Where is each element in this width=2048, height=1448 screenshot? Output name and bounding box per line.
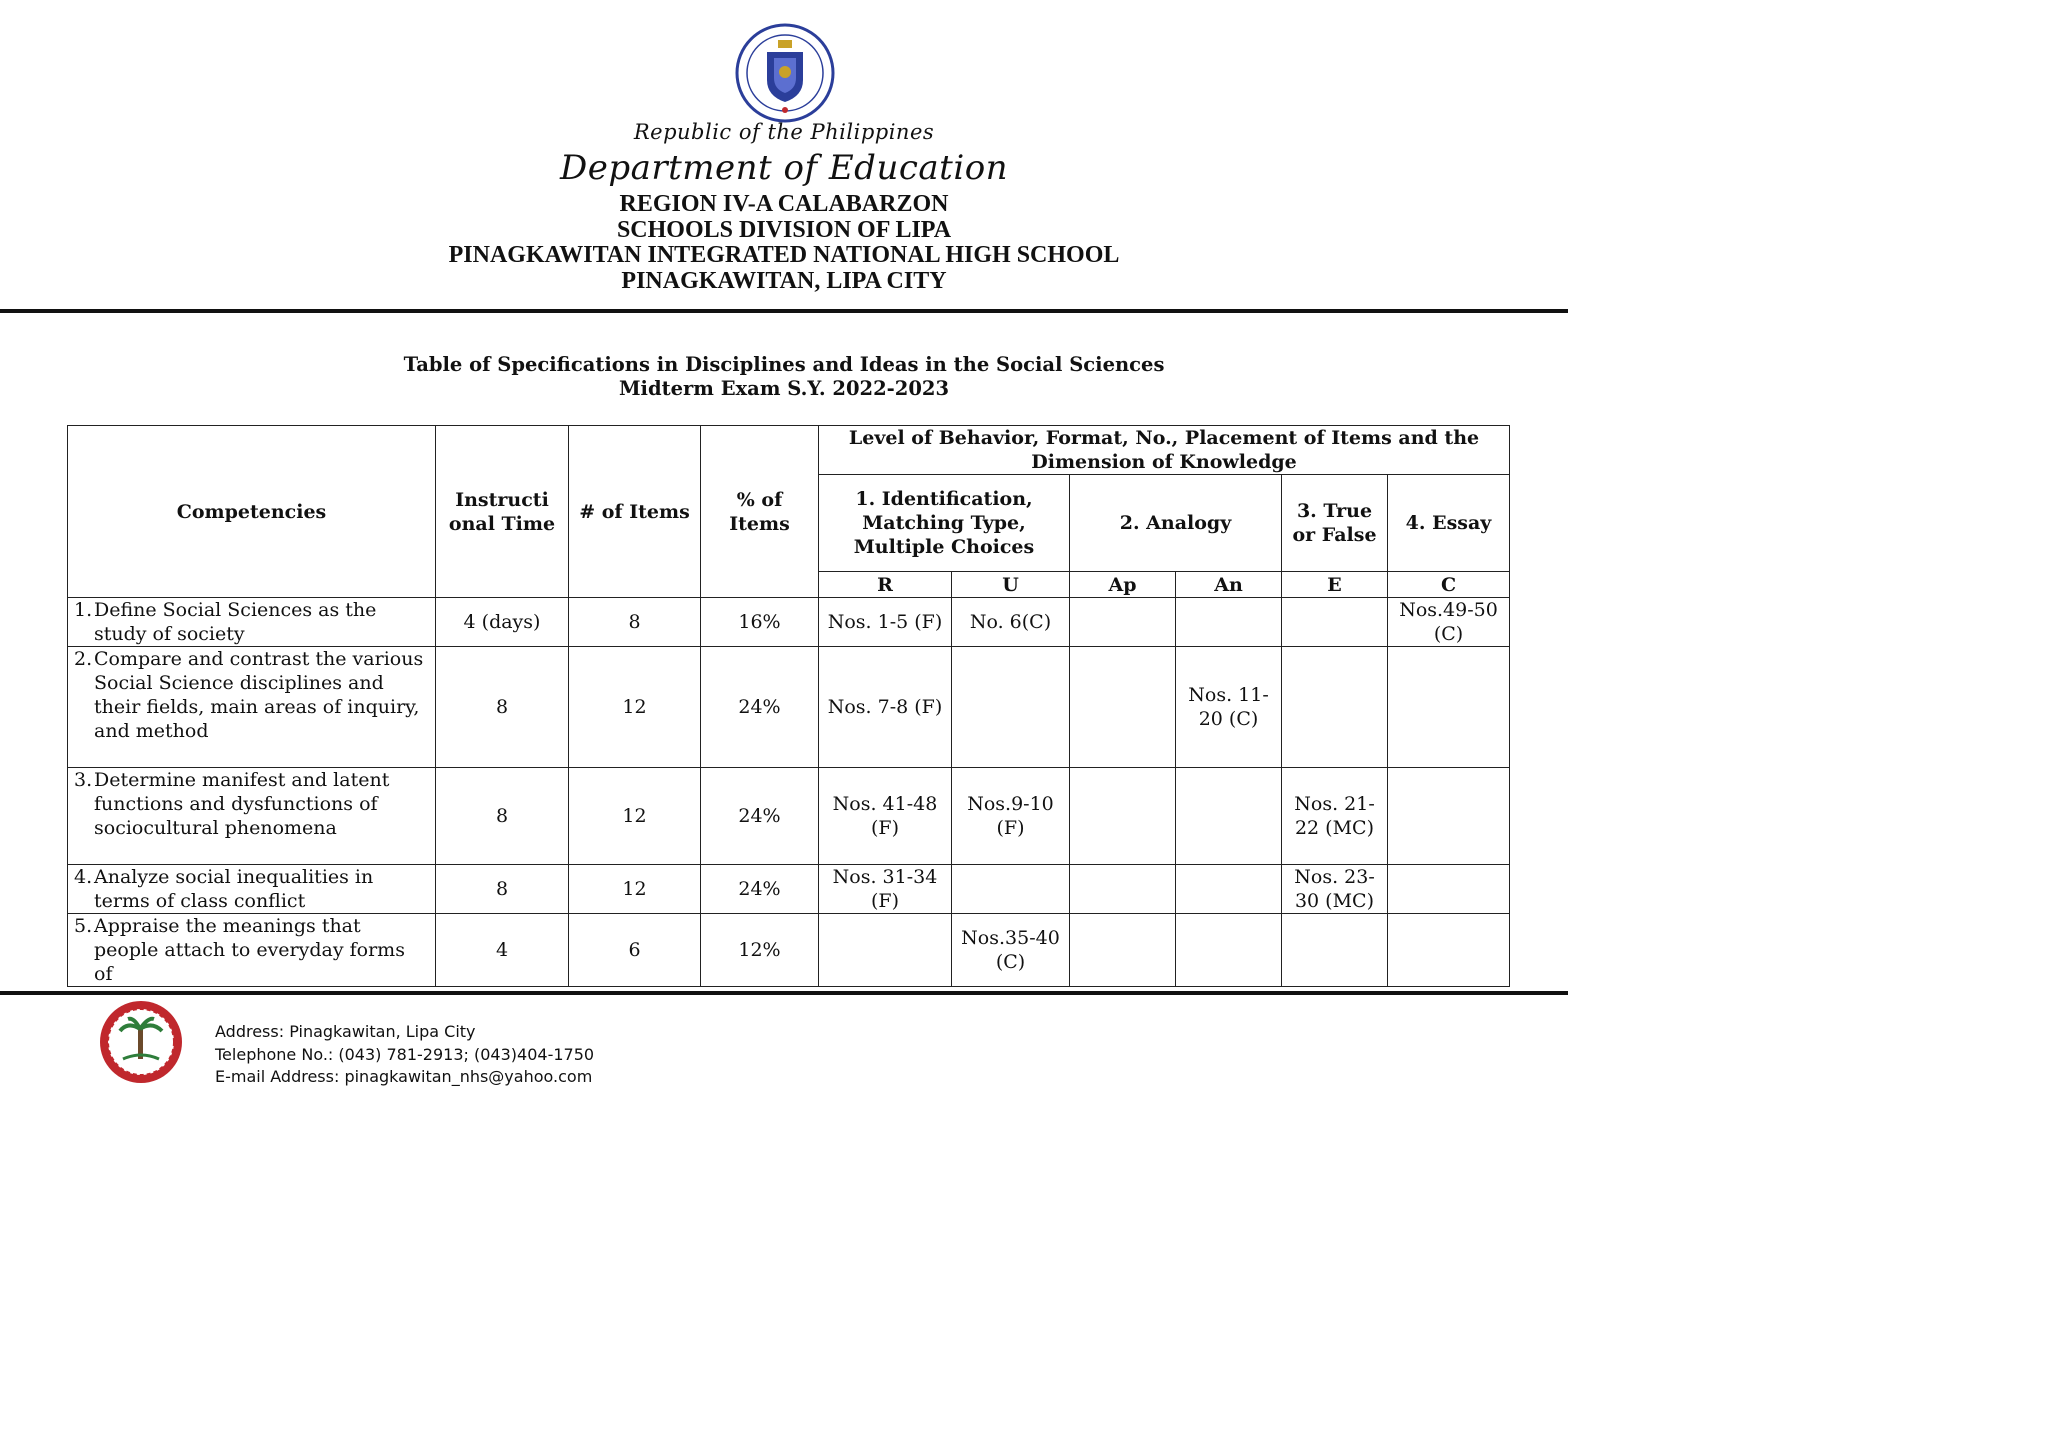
- an-cell: [1176, 598, 1282, 647]
- u-cell: [952, 865, 1070, 914]
- header-competencies: Competencies: [68, 426, 436, 598]
- pct-items-cell: 24%: [701, 865, 819, 914]
- competency-text: Determine manifest and latent functions and dysfunctions of sociocultural phenomena: [94, 769, 390, 839]
- competency-text: Analyze social inequalities in terms of class conflict: [94, 866, 374, 912]
- footer-divider: [0, 991, 1568, 995]
- an-cell: Nos. 11-20 (C): [1176, 647, 1282, 768]
- table-row: [68, 598, 1510, 647]
- an-cell: [1176, 768, 1282, 865]
- pct-items-cell: 24%: [701, 768, 819, 865]
- table-row: [68, 647, 1510, 768]
- r-cell: Nos. 1-5 (F): [819, 598, 952, 647]
- u-cell: Nos.35-40 (C): [952, 914, 1070, 987]
- pct-items-cell: 12%: [701, 914, 819, 987]
- header-sub-e: E: [1282, 572, 1388, 598]
- num-items-cell: 12: [569, 647, 701, 768]
- r-cell: Nos. 7-8 (F): [819, 647, 952, 768]
- header-sub-r: R: [819, 572, 952, 598]
- footer-email: E-mail Address: pinagkawitan_nhs@yahoo.com: [215, 1067, 593, 1086]
- table-row: [68, 865, 1510, 914]
- header-instructional-time: Instructi onal Time: [436, 426, 569, 598]
- ap-cell: [1070, 647, 1176, 768]
- header-divider: [0, 309, 1568, 313]
- r-cell: [819, 914, 952, 987]
- header-num-items: # of Items: [569, 426, 701, 598]
- document-subtitle: Midterm Exam S.Y. 2022-2023: [618, 377, 950, 400]
- e-cell: Nos. 23-30 (MC): [1282, 865, 1388, 914]
- school-city: PINAGKAWITAN, LIPA CITY: [621, 268, 947, 294]
- u-cell: No. 6(C): [952, 598, 1070, 647]
- header-sub-an: An: [1176, 572, 1282, 598]
- ap-cell: [1070, 914, 1176, 987]
- header-group-true-false: 3. True or False: [1282, 475, 1388, 572]
- competency-text: Compare and contrast the various Social Science disciplines and their fields, main areas of inquiry, and method: [94, 648, 424, 742]
- republic-label: Republic of the Philippines: [633, 120, 935, 144]
- table-row: [68, 914, 1510, 987]
- competency-text: Appraise the meanings that people attach to everyday forms of: [94, 915, 405, 985]
- e-cell: Nos. 21-22 (MC): [1282, 768, 1388, 865]
- an-cell: [1176, 865, 1282, 914]
- ap-cell: [1070, 865, 1176, 914]
- row-number: 2.: [74, 648, 93, 670]
- pct-items-cell: 16%: [701, 598, 819, 647]
- header-sub-ap: Ap: [1070, 572, 1176, 598]
- competency-text: Define Social Sciences as the study of society: [94, 599, 377, 645]
- footer-address: Address: Pinagkawitan, Lipa City: [215, 1022, 476, 1041]
- e-cell: [1282, 647, 1388, 768]
- document-title: Table of Specifications in Disciplines and Ideas in the Social Sciences: [403, 353, 1165, 376]
- header-group-identification: 1. Identification, Matching Type, Multiple Choices: [819, 475, 1070, 572]
- r-cell: Nos. 41-48 (F): [819, 768, 952, 865]
- region-label: REGION IV-A CALABARZON: [619, 191, 949, 217]
- c-cell: [1388, 647, 1510, 768]
- department-label: Department of Education: [559, 148, 1009, 188]
- num-items-cell: 12: [569, 865, 701, 914]
- header-sub-u: U: [952, 572, 1070, 598]
- instructional-time-cell: 8: [436, 768, 569, 865]
- u-cell: [952, 647, 1070, 768]
- c-cell: [1388, 768, 1510, 865]
- specifications-table: [67, 425, 1510, 987]
- row-number: 3.: [74, 769, 93, 791]
- division-label: SCHOOLS DIVISION OF LIPA: [616, 217, 952, 243]
- footer-telephone: Telephone No.: (043) 781-2913; (043)404-1750: [215, 1045, 595, 1064]
- u-cell: Nos.9-10 (F): [952, 768, 1070, 865]
- instructional-time-cell: 8: [436, 647, 569, 768]
- r-cell: Nos. 31-34 (F): [819, 865, 952, 914]
- header-sub-c: C: [1388, 572, 1510, 598]
- an-cell: [1176, 914, 1282, 987]
- row-number: 4.: [74, 866, 93, 888]
- e-cell: [1282, 914, 1388, 987]
- c-cell: [1388, 865, 1510, 914]
- num-items-cell: 8: [569, 598, 701, 647]
- num-items-cell: 6: [569, 914, 701, 987]
- table-row: [68, 768, 1510, 865]
- header-group-essay: 4. Essay: [1388, 475, 1510, 572]
- instructional-time-cell: 8: [436, 865, 569, 914]
- header-group-analogy: 2. Analogy: [1070, 475, 1282, 572]
- deped-seal-icon: [734, 22, 836, 124]
- ap-cell: [1070, 768, 1176, 865]
- school-name: PINAGKAWITAN INTEGRATED NATIONAL HIGH SCHOOL: [448, 242, 1120, 268]
- ap-cell: [1070, 598, 1176, 647]
- e-cell: [1282, 598, 1388, 647]
- header-level-of-behavior: Level of Behavior, Format, No., Placement of Items and the Dimension of Knowledge: [819, 426, 1510, 475]
- row-number: 5.: [74, 915, 93, 937]
- instructional-time-cell: 4: [436, 914, 569, 987]
- pct-items-cell: 24%: [701, 647, 819, 768]
- instructional-time-cell: 4 (days): [436, 598, 569, 647]
- c-cell: [1388, 914, 1510, 987]
- school-logo-icon: [98, 999, 184, 1085]
- c-cell: Nos.49-50 (C): [1388, 598, 1510, 647]
- row-number: 1.: [74, 599, 93, 621]
- num-items-cell: 12: [569, 768, 701, 865]
- header-pct-items: % of Items: [701, 426, 819, 598]
